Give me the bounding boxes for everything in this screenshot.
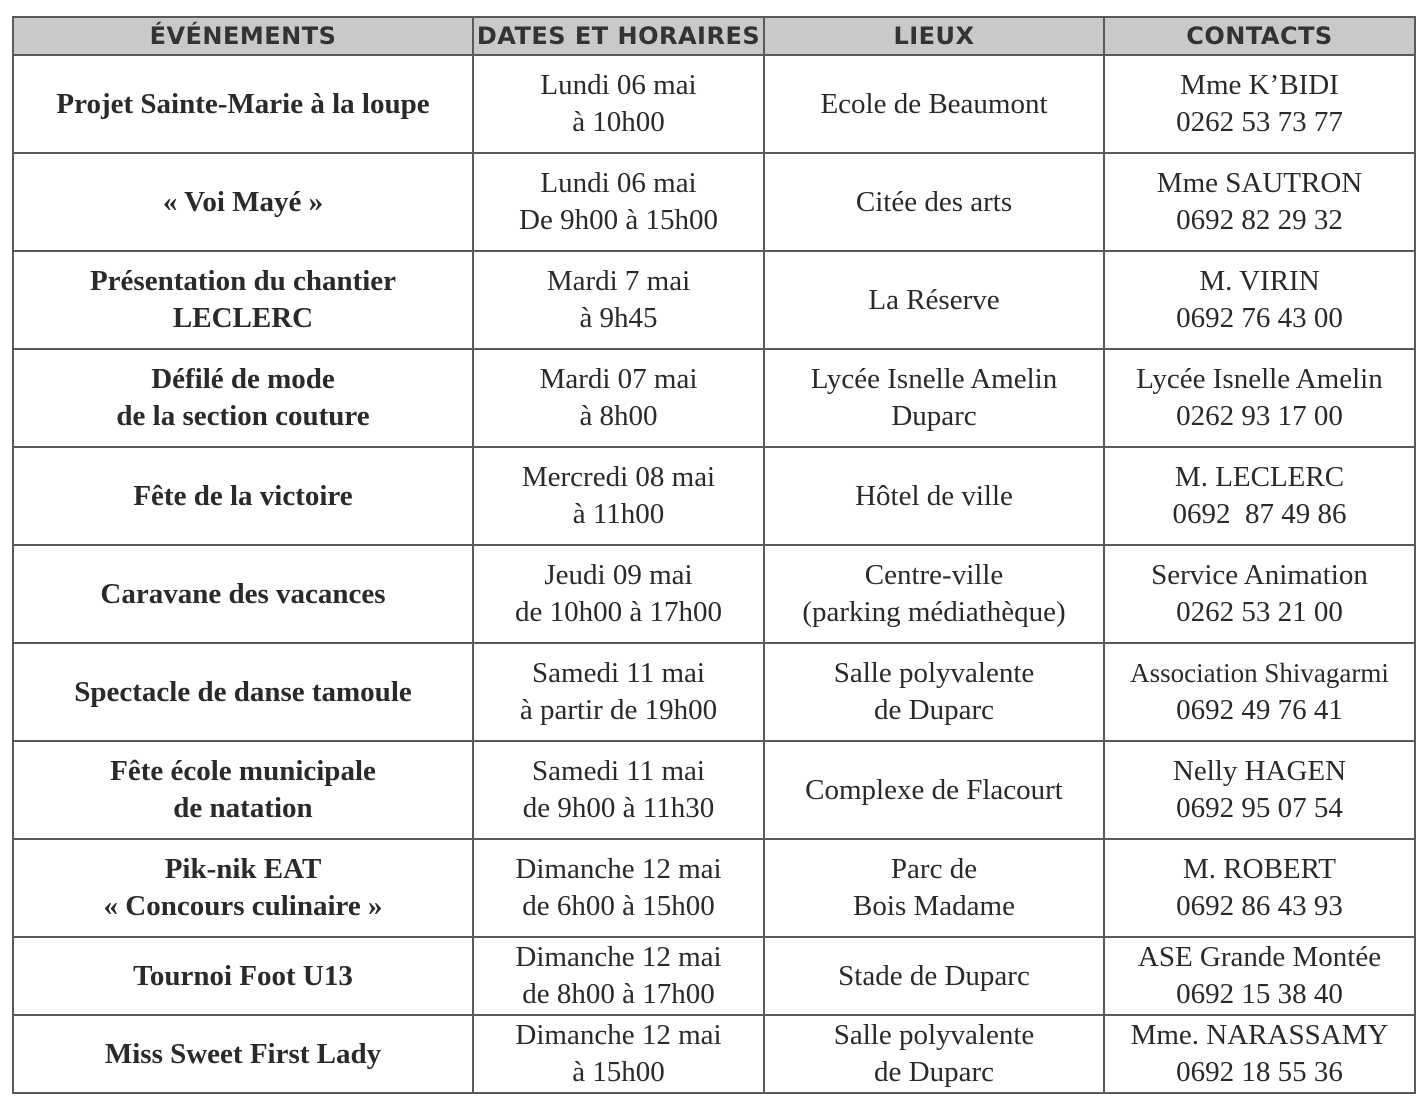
event-time: de 10h00 à 17h00	[515, 596, 722, 628]
event-cell	[13, 55, 473, 153]
date-cell	[473, 251, 764, 349]
contact-phone: 0692 82 29 32	[1176, 204, 1343, 236]
events-schedule	[12, 16, 1414, 1092]
event-cell	[13, 937, 473, 1015]
contact-name: Lycée Isnelle Amelin	[1136, 363, 1383, 395]
date-cell	[473, 153, 764, 251]
date-cell	[473, 545, 764, 643]
table-row	[13, 251, 1415, 349]
table-row	[13, 349, 1415, 447]
place-cell	[764, 839, 1104, 937]
contact-phone: 0262 53 21 00	[1176, 596, 1343, 628]
event-time: de 9h00 à 11h30	[522, 792, 715, 824]
event-date: Lundi 06 mai	[540, 167, 697, 199]
contact-cell	[1104, 55, 1415, 153]
event-name: Pik-nik EAT	[164, 853, 322, 885]
event-date: Dimanche 12 mai	[515, 941, 722, 973]
table-row	[13, 937, 1415, 1015]
event-place-line2: de Duparc	[874, 1056, 994, 1088]
event-cell	[13, 839, 473, 937]
table-row	[13, 839, 1415, 937]
contact-name: M. ROBERT	[1183, 853, 1336, 885]
contact-name: Mme K’BIDI	[1180, 69, 1339, 101]
contact-cell	[1104, 545, 1415, 643]
event-name: « Voi Mayé »	[162, 185, 324, 218]
contact-name: M. VIRIN	[1199, 265, 1320, 297]
table-row	[13, 153, 1415, 251]
contact-name: ASE Grande Montée	[1137, 941, 1382, 973]
date-cell	[473, 1015, 764, 1093]
event-date: Dimanche 12 mai	[515, 1019, 722, 1051]
table-row	[13, 545, 1415, 643]
event-time: à 9h45	[579, 302, 658, 334]
header-row	[13, 17, 1415, 55]
place-cell	[764, 153, 1104, 251]
event-name: Fête de la victoire	[133, 479, 353, 512]
event-cell	[13, 447, 473, 545]
event-place: Ecole de Beaumont	[820, 87, 1048, 120]
date-cell	[473, 349, 764, 447]
contact-cell	[1104, 251, 1415, 349]
event-cell	[13, 349, 473, 447]
place-cell	[764, 643, 1104, 741]
event-date: Dimanche 12 mai	[515, 853, 722, 885]
event-cell	[13, 153, 473, 251]
event-place: Salle polyvalente	[833, 1019, 1035, 1051]
contact-name: Mme. NARASSAMY	[1130, 1019, 1389, 1051]
event-name: Tournoi Foot U13	[133, 959, 353, 992]
event-date: Jeudi 09 mai	[544, 559, 693, 591]
event-cell	[13, 741, 473, 839]
contact-cell	[1104, 1015, 1415, 1093]
event-place: Hôtel de ville	[855, 479, 1013, 512]
event-time: à partir de 19h00	[519, 694, 718, 726]
event-place-line2: Bois Madame	[853, 890, 1015, 922]
event-date: Mardi 07 mai	[539, 363, 698, 395]
date-cell	[473, 55, 764, 153]
events-table	[12, 16, 1416, 1094]
event-place: Citée des arts	[855, 185, 1013, 218]
event-name: Spectacle de danse tamoule	[74, 675, 412, 708]
event-place: Parc de	[890, 853, 978, 885]
event-date: Mardi 7 mai	[546, 265, 691, 297]
date-cell	[473, 741, 764, 839]
event-place: Lycée Isnelle Amelin	[810, 363, 1058, 395]
contact-cell	[1104, 349, 1415, 447]
event-date: Mercredi 08 mai	[521, 461, 716, 493]
event-name: Défilé de mode	[151, 363, 335, 395]
event-time: à 8h00	[579, 400, 658, 432]
contact-phone: 0692 95 07 54	[1176, 792, 1343, 824]
event-name: Projet Sainte-Marie à la loupe	[56, 87, 430, 120]
table-row	[13, 447, 1415, 545]
place-cell	[764, 545, 1104, 643]
event-name: Fête école municipale	[110, 755, 376, 787]
contact-cell	[1104, 839, 1415, 937]
event-name-line2: LECLERC	[172, 302, 314, 334]
place-cell	[764, 55, 1104, 153]
table-row	[13, 741, 1415, 839]
contact-cell	[1104, 937, 1415, 1015]
event-name: Présentation du chantier	[89, 265, 397, 297]
event-time: à 15h00	[572, 1056, 665, 1088]
header-contacts: CONTACTS	[1104, 17, 1415, 55]
header-dates-horaires: DATES ET HORAIRES	[473, 17, 764, 55]
date-cell	[473, 643, 764, 741]
event-place: La Réserve	[868, 283, 1000, 316]
event-place: Salle polyvalente	[833, 657, 1035, 689]
event-date: Samedi 11 mai	[532, 755, 705, 787]
contact-name: Service Animation	[1151, 559, 1368, 591]
place-cell	[764, 937, 1104, 1015]
event-cell	[13, 545, 473, 643]
event-date: Lundi 06 mai	[540, 69, 697, 101]
contact-phone: 0692 49 76 41	[1176, 694, 1343, 726]
contact-phone: 0692 18 55 36	[1176, 1056, 1343, 1088]
event-name-line2: de natation	[173, 792, 313, 824]
contact-name: Association Shivagarmi	[1130, 658, 1389, 688]
contact-name: Mme SAUTRON	[1156, 167, 1363, 199]
date-cell	[473, 447, 764, 545]
event-cell	[13, 643, 473, 741]
place-cell	[764, 1015, 1104, 1093]
event-place-line2: (parking médiathèque)	[802, 596, 1066, 628]
contact-phone: 0692 76 43 00	[1176, 302, 1343, 334]
event-place-line2: Duparc	[891, 400, 977, 432]
contact-cell	[1104, 741, 1415, 839]
event-place-line2: de Duparc	[874, 694, 994, 726]
contact-phone: 0262 53 73 77	[1176, 106, 1343, 138]
event-name-line2: de la section couture	[116, 400, 370, 432]
table-row	[13, 643, 1415, 741]
contact-cell	[1104, 447, 1415, 545]
table-row	[13, 55, 1415, 153]
header-lieux: LIEUX	[764, 17, 1104, 55]
event-time: à 10h00	[572, 106, 665, 138]
contact-name: M. LECLERC	[1174, 461, 1345, 493]
contact-phone: 0692 87 49 86	[1172, 498, 1347, 530]
place-cell	[764, 741, 1104, 839]
event-place: Stade de Duparc	[838, 959, 1030, 992]
event-time: à 11h00	[572, 498, 665, 530]
event-cell	[13, 1015, 473, 1093]
event-place: Centre-ville	[864, 559, 1004, 591]
contact-cell	[1104, 153, 1415, 251]
contact-phone: 0262 93 17 00	[1176, 400, 1343, 432]
event-place: Complexe de Flacourt	[805, 773, 1063, 806]
date-cell	[473, 839, 764, 937]
contact-name: Nelly HAGEN	[1172, 755, 1347, 787]
event-time: De 9h00 à 15h00	[519, 204, 718, 236]
date-cell	[473, 937, 764, 1015]
contact-phone: 0692 15 38 40	[1176, 978, 1343, 1010]
event-name-line2: « Concours culinaire »	[103, 890, 383, 922]
place-cell	[764, 447, 1104, 545]
place-cell	[764, 251, 1104, 349]
event-name: Caravane des vacances	[100, 577, 386, 610]
contact-cell	[1104, 643, 1415, 741]
event-name: Miss Sweet First Lady	[104, 1037, 382, 1070]
contact-phone: 0692 86 43 93	[1176, 890, 1343, 922]
event-cell	[13, 251, 473, 349]
event-time: de 6h00 à 15h00	[522, 890, 715, 922]
header-evenements: ÉVÉNEMENTS	[13, 17, 473, 55]
table-row	[13, 1015, 1415, 1093]
event-date: Samedi 11 mai	[532, 657, 705, 689]
event-time: de 8h00 à 17h00	[522, 978, 715, 1010]
place-cell	[764, 349, 1104, 447]
